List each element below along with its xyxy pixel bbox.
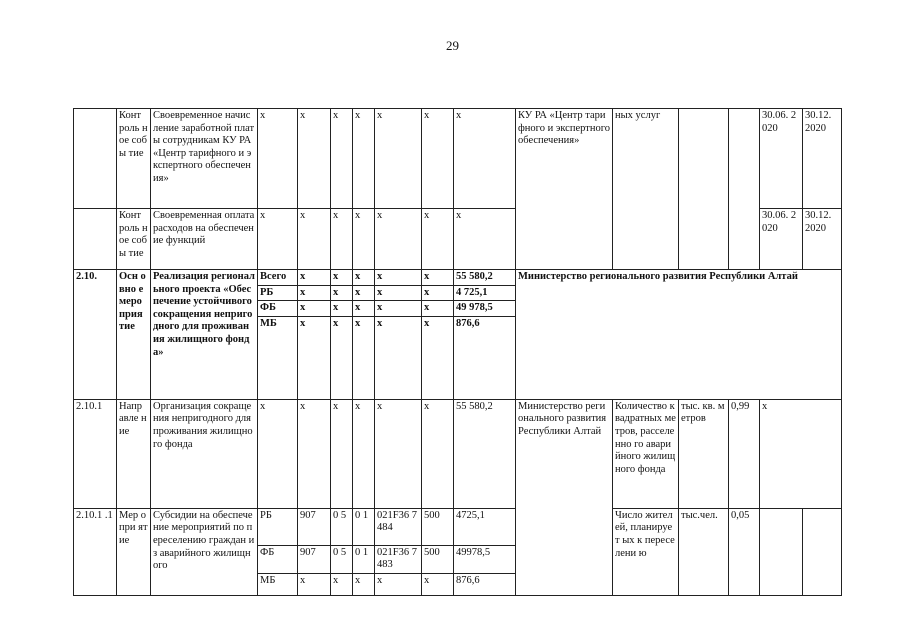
cell-amount: х bbox=[454, 209, 516, 270]
cell-start-date: 30.06. 2020 bbox=[760, 109, 803, 209]
cell-end-date bbox=[803, 508, 842, 595]
cell-amount: 4725,1 bbox=[454, 508, 516, 545]
cell-rz: 0 5 bbox=[331, 508, 353, 545]
cell-unit: тыс. кв. метров bbox=[679, 399, 729, 508]
cell-rz: х bbox=[331, 270, 353, 286]
cell-pr: 0 1 bbox=[353, 508, 375, 545]
cell-end-date: 30.12. 2020 bbox=[803, 109, 842, 209]
cell-type: Мер опри ятие bbox=[117, 508, 151, 595]
cell-start-date bbox=[760, 508, 803, 595]
cell-value bbox=[729, 109, 760, 209]
cell-csr: х bbox=[375, 316, 422, 399]
cell-grbs: х bbox=[298, 301, 331, 317]
cell-executor: Министерство регионального развития Республики Алтай bbox=[516, 270, 842, 400]
cell-amount: 876,6 bbox=[454, 573, 516, 595]
cell-csr: 021F36 7484 bbox=[375, 508, 422, 545]
cell-csr: х bbox=[375, 573, 422, 595]
cell-extra: х bbox=[760, 399, 842, 508]
cell-name: Своевременная оплата расходов на обеспечение функций bbox=[151, 209, 258, 270]
cell-vr: х bbox=[422, 316, 454, 399]
cell-name: Реализация регионального проекта «Обеспечение устойчивого сокращения непригодного для проживания жилищного фонда» bbox=[151, 270, 258, 400]
cell-amount: 49978,5 bbox=[454, 545, 516, 573]
cell-csr: 021F36 7483 bbox=[375, 545, 422, 573]
cell-start-date: 30.06. 2020 bbox=[760, 209, 803, 270]
cell-rz: х bbox=[331, 109, 353, 209]
cell-num bbox=[74, 109, 117, 209]
cell-pr: х bbox=[353, 109, 375, 209]
table-row bbox=[74, 508, 842, 545]
cell-csr: х bbox=[375, 399, 422, 508]
cell-rz: х bbox=[331, 399, 353, 508]
cell-unit bbox=[679, 209, 729, 270]
cell-vr: х bbox=[422, 109, 454, 209]
cell-grbs: х bbox=[298, 285, 331, 301]
cell-indicator: Количество квадратных метров, расселенно го аварийного жилищного фонда bbox=[613, 399, 679, 508]
cell-grbs: х bbox=[298, 399, 331, 508]
cell-source: ФБ bbox=[258, 545, 298, 573]
cell-num: 2.10.1 bbox=[74, 399, 117, 508]
cell-pr: х bbox=[353, 285, 375, 301]
table-row bbox=[74, 270, 842, 286]
cell-grbs: 907 bbox=[298, 508, 331, 545]
cell-type: Напр авле ние bbox=[117, 399, 151, 508]
cell-pr: х bbox=[353, 399, 375, 508]
cell-pr: х bbox=[353, 209, 375, 270]
cell-source: РБ bbox=[258, 285, 298, 301]
cell-vr: х bbox=[422, 270, 454, 286]
cell-rz: х bbox=[331, 285, 353, 301]
cell-vr: х bbox=[422, 399, 454, 508]
cell-csr: х bbox=[375, 285, 422, 301]
cell-vr: 500 bbox=[422, 508, 454, 545]
cell-indicator: ных услуг bbox=[613, 109, 679, 209]
cell-grbs: 907 bbox=[298, 545, 331, 573]
cell-pr: 0 1 bbox=[353, 545, 375, 573]
cell-end-date: 30.12. 2020 bbox=[803, 209, 842, 270]
cell-type: Осн овно е меро прия тие bbox=[117, 270, 151, 400]
cell-csr: х bbox=[375, 301, 422, 317]
cell-value bbox=[729, 209, 760, 270]
cell-amount: 55 580,2 bbox=[454, 270, 516, 286]
cell-name: Организация сокращения непригодного для проживания жилищного фонда bbox=[151, 399, 258, 508]
cell-num bbox=[74, 209, 117, 270]
cell-value: 0,99 bbox=[729, 399, 760, 508]
cell-csr: х bbox=[375, 270, 422, 286]
cell-vr: х bbox=[422, 301, 454, 317]
cell-grbs: х bbox=[298, 209, 331, 270]
cell-amount: 876,6 bbox=[454, 316, 516, 399]
table-row bbox=[74, 399, 842, 508]
program-table bbox=[73, 108, 842, 596]
cell-vr: х bbox=[422, 285, 454, 301]
cell-type: Конт роль ное собы тие bbox=[117, 109, 151, 209]
cell-grbs: х bbox=[298, 109, 331, 209]
cell-pr: х bbox=[353, 316, 375, 399]
cell-pr: х bbox=[353, 270, 375, 286]
cell-rz: 0 5 bbox=[331, 545, 353, 573]
cell-pr: х bbox=[353, 301, 375, 317]
cell-source: МБ bbox=[258, 316, 298, 399]
cell-rz: х bbox=[331, 316, 353, 399]
cell-pr: х bbox=[353, 573, 375, 595]
cell-csr: х bbox=[375, 209, 422, 270]
cell-grbs: х bbox=[298, 573, 331, 595]
cell-amount: 4 725,1 bbox=[454, 285, 516, 301]
cell-unit: тыс.чел. bbox=[679, 508, 729, 595]
cell-amount: 55 580,2 bbox=[454, 399, 516, 508]
cell-grbs: х bbox=[298, 316, 331, 399]
cell-csr: х bbox=[375, 109, 422, 209]
cell-rz: х bbox=[331, 301, 353, 317]
cell-executor: Министерство регионального развития Республики Алтай bbox=[516, 399, 613, 508]
cell-num: 2.10.1 .1 bbox=[74, 508, 117, 595]
cell-source: РБ bbox=[258, 508, 298, 545]
cell-type: Конт роль ное собы тие bbox=[117, 209, 151, 270]
cell-source: х bbox=[258, 109, 298, 209]
cell-executor: КУ РА «Центр тарифного и экспертного обеспечения» bbox=[516, 109, 613, 209]
cell-value: 0,05 bbox=[729, 508, 760, 595]
cell-vr: х bbox=[422, 573, 454, 595]
cell-num: 2.10. bbox=[74, 270, 117, 400]
cell-rz: х bbox=[331, 209, 353, 270]
page-number: 29 bbox=[446, 38, 459, 53]
cell-source: МБ bbox=[258, 573, 298, 595]
cell-source: х bbox=[258, 209, 298, 270]
cell-source: Всего bbox=[258, 270, 298, 286]
cell-unit bbox=[679, 109, 729, 209]
cell-amount: х bbox=[454, 109, 516, 209]
cell-source: х bbox=[258, 399, 298, 508]
table-row bbox=[74, 109, 842, 209]
cell-indicator: Число жителей, планирует ых к переселени ю bbox=[613, 508, 679, 595]
cell-vr: х bbox=[422, 209, 454, 270]
table-row bbox=[74, 209, 842, 270]
cell-amount: 49 978,5 bbox=[454, 301, 516, 317]
cell-name: Субсидии на обеспечение мероприятий по переселению граждан из аварийного жилищного bbox=[151, 508, 258, 595]
cell-source: ФБ bbox=[258, 301, 298, 317]
cell-name: Своевременное начисление заработной платы сотрудникам КУ РА «Центр тарифного и экспертного обеспечения» bbox=[151, 109, 258, 209]
cell-executor bbox=[516, 508, 613, 595]
cell-vr: 500 bbox=[422, 545, 454, 573]
cell-executor bbox=[516, 209, 613, 270]
cell-grbs: х bbox=[298, 270, 331, 286]
cell-indicator bbox=[613, 209, 679, 270]
cell-rz: х bbox=[331, 573, 353, 595]
